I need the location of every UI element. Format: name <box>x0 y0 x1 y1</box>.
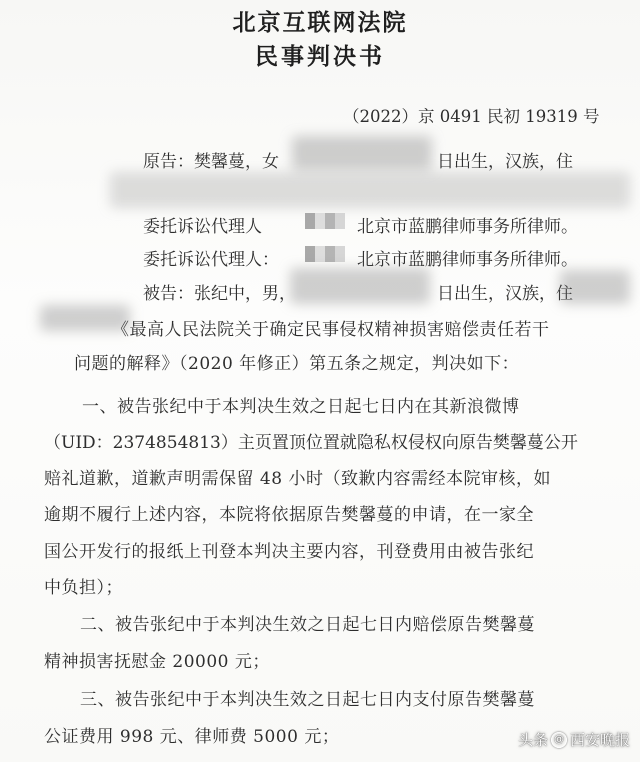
item1-line-6: 中负担）； <box>44 578 123 598</box>
redaction-blur <box>110 172 630 208</box>
defendant-birth-tail: 日出生，汉族，住 <box>437 284 573 304</box>
redaction-mosaic <box>305 246 345 262</box>
redaction-blur <box>292 136 432 170</box>
item1-line-5: 国公开发行的报纸上刊登本判决主要内容，刊登费用由被告张纪 <box>44 542 534 562</box>
redaction-blur <box>290 268 430 304</box>
at-icon: @ <box>551 732 567 748</box>
item2-line-2: 精神损害抚慰金 20000 元； <box>44 652 270 672</box>
defendant-name: 张纪中，男， <box>194 284 296 304</box>
agent1-label: 委托诉讼代理人 <box>143 217 262 237</box>
agent1-firm: 北京市蓝鹏律师事务所律师。 <box>357 217 578 237</box>
item1-line-3: 赔礼道歉，道歉声明需保留 48 小时（致歉内容需经本院审核，如 <box>44 469 551 489</box>
intro-line-2: 问题的解释》（2020 年修正）第五条之规定，判决如下： <box>74 354 520 374</box>
plaintiff-birth-tail: 日出生，汉族，住 <box>437 152 573 172</box>
item3-line-2: 公证费用 998 元、律师费 5000 元； <box>44 727 340 747</box>
defendant-row <box>143 279 296 304</box>
agent2-label: 委托诉讼代理人： <box>143 250 279 270</box>
redaction-mosaic <box>305 213 345 229</box>
plaintiff-row <box>143 147 279 172</box>
redaction-blur <box>560 270 630 304</box>
watermark-source: 西安晚报 <box>569 731 630 749</box>
plaintiff-label: 原告： <box>143 152 194 172</box>
item1-line-1: 一、被告张纪中于本判决生效之日起七日内在其新浪微博 <box>82 397 520 417</box>
defendant-label: 被告： <box>143 284 194 304</box>
item3-line-1: 三、被告张纪中于本判决生效之日起七日内支付原告樊馨蔓 <box>80 690 535 710</box>
item1-line-2: （UID：2374854813）主页置顶位置就隐私权侵权向原告樊馨蔓公开 <box>44 433 578 453</box>
agent2-firm: 北京市蓝鹏律师事务所律师。 <box>357 250 578 270</box>
court-name: 北京互联网法院 <box>232 9 408 36</box>
plaintiff-name: 樊馨蔓，女 <box>194 152 279 172</box>
intro-line-1: 《最高人民法院关于确定民事侵权精神损害赔偿责任若干 <box>112 320 550 340</box>
document-title: 民事判决书 <box>255 43 385 70</box>
item2-line-1: 二、被告张纪中于本判决生效之日起七日内赔偿原告樊馨蔓 <box>80 615 535 635</box>
case-number: （2022）京 0491 民初 19319 号 <box>343 107 600 126</box>
source-watermark <box>518 729 630 750</box>
item1-line-4: 逾期不履行上述内容，本院将依据原告樊馨蔓的申请，在一家全 <box>44 505 534 525</box>
watermark-prefix: 头条 <box>517 731 548 749</box>
